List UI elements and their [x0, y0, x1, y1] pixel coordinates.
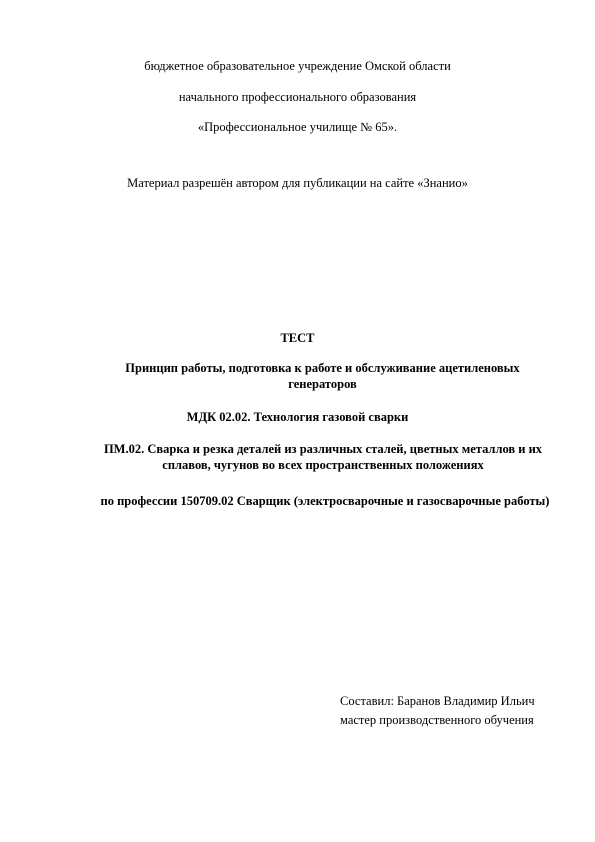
pm-line: ПМ.02. Сварка и резка деталей из различных сталей, цветных металлов и их сплавов, чугунов во всех пространственных положениях [103, 442, 543, 472]
institution-line-1: бюджетное образовательное учреждение Омской области [144, 59, 451, 73]
document-title: ТЕСТ [280, 331, 315, 345]
publication-note: Материал разрешён автором для публикации на сайте «Знанио» [127, 176, 468, 190]
institution-line-2: начального профессионального образования [178, 90, 417, 104]
author-position: мастер производственного обучения [340, 713, 534, 727]
institution-line-3: «Профессиональное училище № 65». [197, 120, 398, 134]
author-name: Составил: Баранов Владимир Ильич [340, 694, 535, 708]
test-topic: Принцип работы, подготовка к работе и обслуживание ацетиленовых генераторов [125, 361, 520, 391]
mdk-line: МДК 02.02. Технология газовой сварки [186, 410, 409, 424]
profession-line: по профессии 150709.02 Сварщик (электросварочные и газосварочные работы) [100, 494, 550, 508]
